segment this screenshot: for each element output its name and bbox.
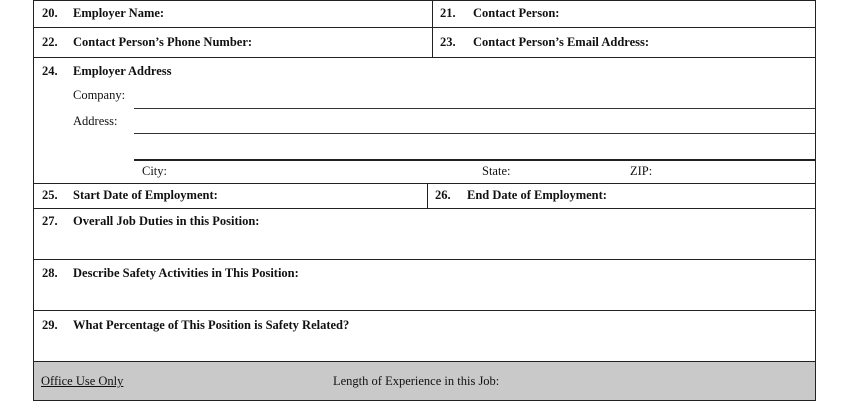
row-employer-address — [33, 57, 816, 184]
employer-name-field[interactable] — [224, 1, 424, 27]
experience-length-label: Length of Experience in this Job: — [333, 374, 500, 388]
address-label: Address: — [73, 114, 118, 128]
employer-name-label: Employer Name: — [73, 6, 165, 20]
item-number: 22. — [42, 35, 58, 49]
contact-person-label: Contact Person: — [473, 6, 560, 20]
city-label: City: — [142, 164, 168, 178]
company-label: Company: — [73, 88, 126, 102]
item-number: 26. — [435, 188, 451, 202]
row-safety-percentage[interactable] — [33, 310, 816, 362]
contact-phone-label: Contact Person’s Phone Number: — [73, 35, 253, 49]
contact-person-field[interactable] — [594, 1, 809, 27]
start-date-field[interactable] — [254, 184, 419, 208]
item-number: 27. — [42, 214, 58, 228]
column-divider — [432, 28, 433, 57]
row-employment-dates — [33, 183, 816, 209]
state-label: State: — [482, 164, 511, 178]
row-contact-phone-email — [33, 27, 816, 58]
address-line-1[interactable] — [134, 133, 815, 134]
end-date-label: End Date of Employment: — [467, 188, 607, 202]
row-employer-contact — [33, 0, 816, 28]
company-line[interactable] — [134, 108, 815, 109]
employment-form — [33, 0, 816, 402]
item-number: 29. — [42, 318, 58, 332]
row-job-duties[interactable] — [33, 208, 816, 260]
item-number: 23. — [440, 35, 456, 49]
row-safety-activities[interactable] — [33, 259, 816, 311]
safety-percentage-label: What Percentage of This Position is Safety Related? — [73, 318, 350, 332]
item-number: 20. — [42, 6, 58, 20]
experience-length-field[interactable] — [504, 362, 804, 400]
employer-address-label: Employer Address — [73, 64, 172, 78]
office-use-only-label: Office Use Only — [41, 374, 124, 388]
contact-phone-field[interactable] — [284, 28, 424, 57]
start-date-label: Start Date of Employment: — [73, 188, 218, 202]
end-date-field[interactable] — [634, 184, 809, 208]
column-divider — [432, 1, 433, 27]
zip-label: ZIP: — [630, 164, 653, 178]
contact-email-label: Contact Person’s Email Address: — [473, 35, 650, 49]
item-number: 21. — [440, 6, 456, 20]
column-divider — [427, 184, 428, 208]
office-use-row — [33, 361, 816, 401]
address-line-2[interactable] — [134, 159, 815, 161]
item-number: 28. — [42, 266, 58, 280]
item-number: 25. — [42, 188, 58, 202]
item-number: 24. — [42, 64, 58, 78]
contact-email-field[interactable] — [674, 28, 809, 57]
job-duties-label: Overall Job Duties in this Position: — [73, 214, 260, 228]
safety-activities-label: Describe Safety Activities in This Position: — [73, 266, 299, 280]
